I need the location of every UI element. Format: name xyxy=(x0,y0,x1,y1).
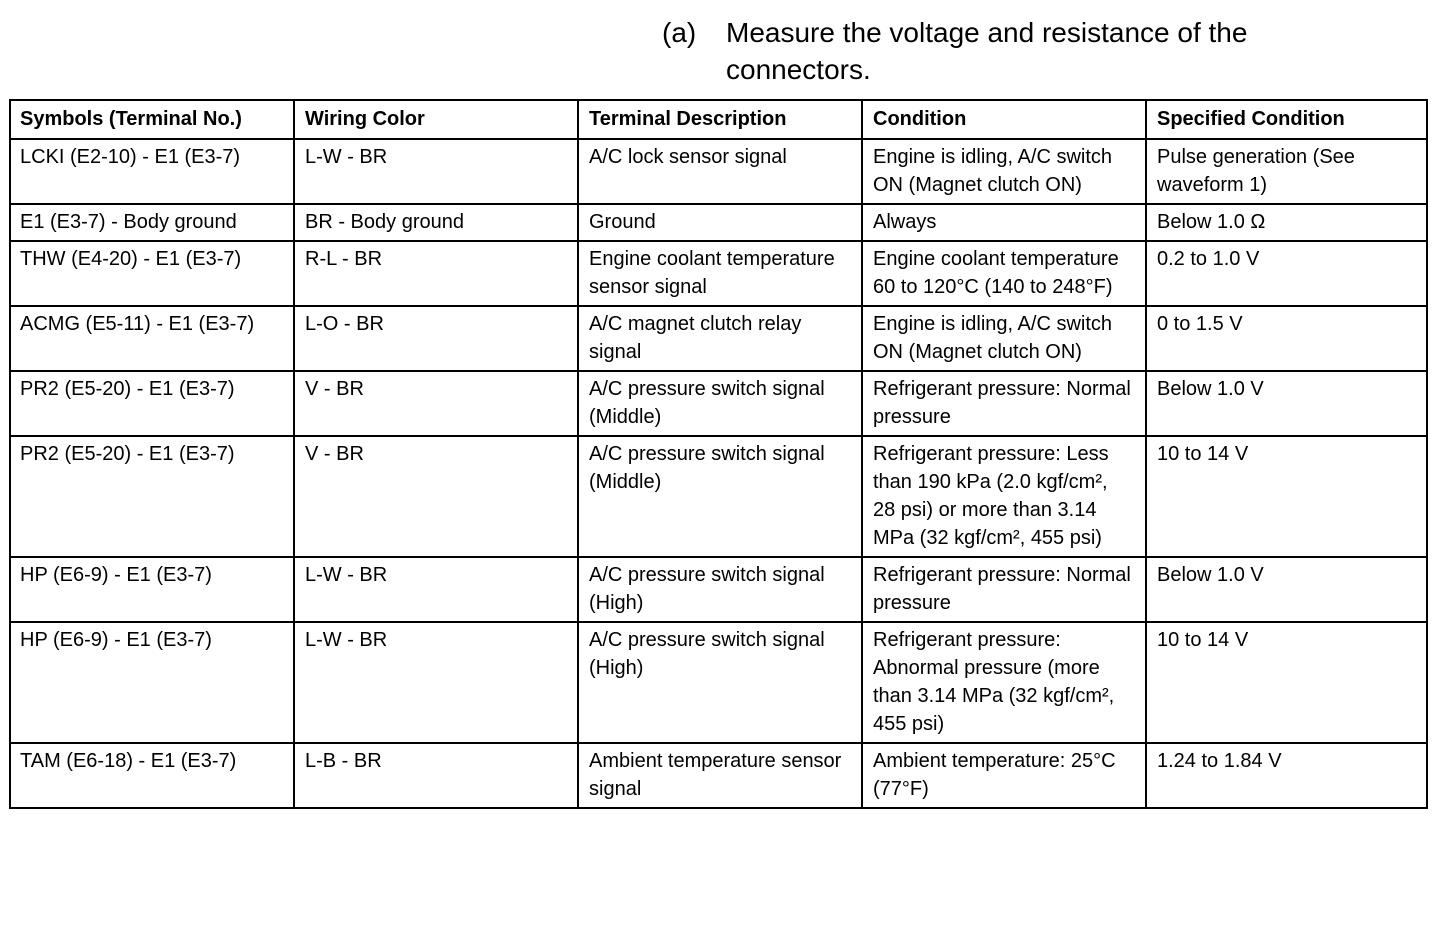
table-row xyxy=(10,557,1427,622)
cell-symbols: HP (E6-9) - E1 (E3-7) xyxy=(10,622,294,743)
cell-terminal-description: Ambient temperature sensor signal xyxy=(578,743,862,808)
cell-specified-condition: 1.24 to 1.84 V xyxy=(1146,743,1427,808)
cell-condition: Refrigerant pressure: Less than 190 kPa (2.0 kgf/cm², 28 psi) or more than 3.14 MPa (32 kgf/cm², 455 psi) xyxy=(862,436,1146,557)
cell-symbols: PR2 (E5-20) - E1 (E3-7) xyxy=(10,436,294,557)
cell-wiring-color: L-B - BR xyxy=(294,743,578,808)
cell-terminal-description: Ground xyxy=(578,204,862,241)
cell-condition: Ambient temperature: 25°C (77°F) xyxy=(862,743,1146,808)
cell-specified-condition: Pulse generation (See waveform 1) xyxy=(1146,139,1427,204)
cell-specified-condition: 0.2 to 1.0 V xyxy=(1146,241,1427,306)
cell-wiring-color: V - BR xyxy=(294,436,578,557)
table-row xyxy=(10,139,1427,204)
table-row xyxy=(10,436,1427,557)
cell-wiring-color: BR - Body ground xyxy=(294,204,578,241)
cell-symbols: TAM (E6-18) - E1 (E3-7) xyxy=(10,743,294,808)
table-row xyxy=(10,204,1427,241)
cell-condition: Refrigerant pressure: Abnormal pressure (more than 3.14 MPa (32 kgf/cm², 455 psi) xyxy=(862,622,1146,743)
cell-terminal-description: A/C lock sensor signal xyxy=(578,139,862,204)
cell-specified-condition: Below 1.0 V xyxy=(1146,371,1427,436)
cell-symbols: ACMG (E5-11) - E1 (E3-7) xyxy=(10,306,294,371)
terminal-spec-table xyxy=(9,99,1428,809)
cell-symbols: THW (E4-20) - E1 (E3-7) xyxy=(10,241,294,306)
cell-wiring-color: L-O - BR xyxy=(294,306,578,371)
cell-specified-condition: 10 to 14 V xyxy=(1146,622,1427,743)
cell-condition: Engine is idling, A/C switch ON (Magnet clutch ON) xyxy=(862,306,1146,371)
cell-symbols: LCKI (E2-10) - E1 (E3-7) xyxy=(10,139,294,204)
cell-symbols: E1 (E3-7) - Body ground xyxy=(10,204,294,241)
cell-condition: Engine coolant temperature 60 to 120°C (140 to 248°F) xyxy=(862,241,1146,306)
header-wiring-color: Wiring Color xyxy=(294,100,578,139)
cell-terminal-description: A/C pressure switch signal (High) xyxy=(578,622,862,743)
cell-condition: Refrigerant pressure: Normal pressure xyxy=(862,557,1146,622)
cell-condition: Engine is idling, A/C switch ON (Magnet clutch ON) xyxy=(862,139,1146,204)
cell-wiring-color: L-W - BR xyxy=(294,557,578,622)
table-row xyxy=(10,371,1427,436)
cell-wiring-color: L-W - BR xyxy=(294,622,578,743)
header-symbols: Symbols (Terminal No.) xyxy=(10,100,294,139)
cell-specified-condition: 0 to 1.5 V xyxy=(1146,306,1427,371)
cell-terminal-description: A/C pressure switch signal (High) xyxy=(578,557,862,622)
cell-terminal-description: A/C magnet clutch relay signal xyxy=(578,306,862,371)
cell-wiring-color: L-W - BR xyxy=(294,139,578,204)
cell-wiring-color: V - BR xyxy=(294,371,578,436)
cell-terminal-description: Engine coolant temperature sensor signal xyxy=(578,241,862,306)
table-row xyxy=(10,241,1427,306)
header-specified-condition: Specified Condition xyxy=(1146,100,1427,139)
instruction-step xyxy=(662,14,1342,88)
cell-specified-condition: Below 1.0 Ω xyxy=(1146,204,1427,241)
cell-terminal-description: A/C pressure switch signal (Middle) xyxy=(578,436,862,557)
cell-symbols: HP (E6-9) - E1 (E3-7) xyxy=(10,557,294,622)
header-row xyxy=(10,100,1427,139)
cell-symbols: PR2 (E5-20) - E1 (E3-7) xyxy=(10,371,294,436)
step-text: Measure the voltage and resistance of the connectors. xyxy=(726,17,1248,85)
header-condition: Condition xyxy=(862,100,1146,139)
table-row xyxy=(10,622,1427,743)
cell-specified-condition: 10 to 14 V xyxy=(1146,436,1427,557)
cell-condition: Refrigerant pressure: Normal pressure xyxy=(862,371,1146,436)
table-row xyxy=(10,743,1427,808)
cell-terminal-description: A/C pressure switch signal (Middle) xyxy=(578,371,862,436)
header-terminal-description: Terminal Description xyxy=(578,100,862,139)
cell-specified-condition: Below 1.0 V xyxy=(1146,557,1427,622)
table-row xyxy=(10,306,1427,371)
step-marker: (a) xyxy=(662,17,697,48)
cell-condition: Always xyxy=(862,204,1146,241)
cell-wiring-color: R-L - BR xyxy=(294,241,578,306)
